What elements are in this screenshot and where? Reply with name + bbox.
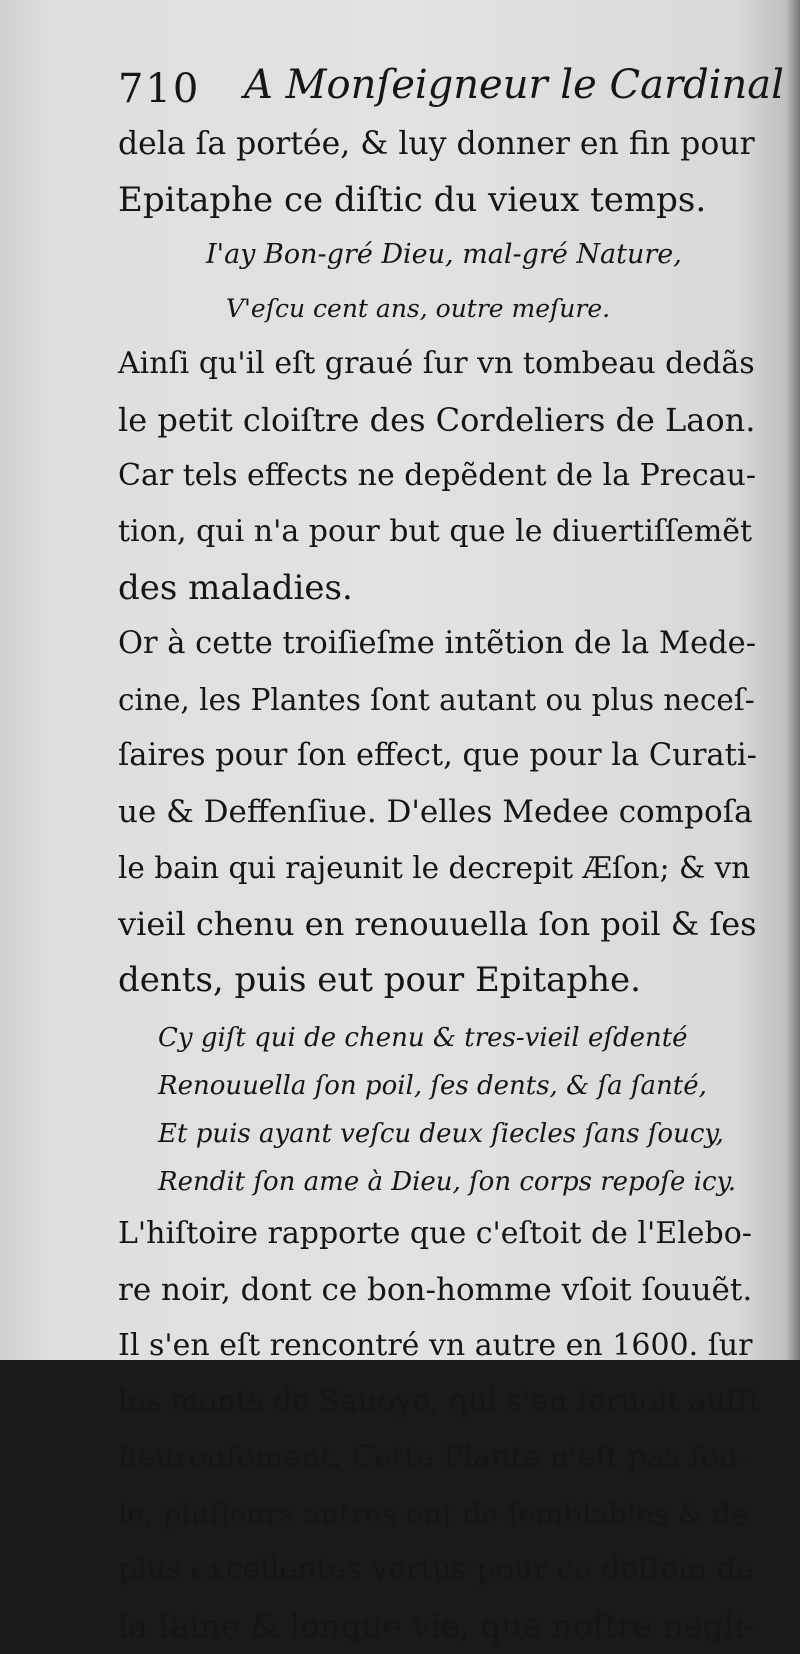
text-line: ue & Deffenſiue. D'elles Medee compoſa — [118, 794, 753, 830]
text-line: heureuſement. Cette Plante n'eſt pas ſeu- — [118, 1440, 749, 1475]
text-line: les monts de Sauoye, qui s'en ſeruoit auſſi — [118, 1384, 758, 1419]
text-line: L'hiſtoire rapporte que c'eſtoit de l'Elebo- — [118, 1216, 752, 1251]
text-line: cine, les Plantes ſont autant ou plus neceſ- — [118, 683, 755, 717]
text-line: Ainſi qu'il eſt graué ſur vn tombeau dedãs — [118, 346, 755, 381]
body-text — [118, 116, 758, 1654]
text-line: la ſaine & longue vie, que noſtre negli- — [118, 1607, 756, 1645]
verse-line: I'ay Bon-gré Dieu, mal-gré Nature, — [206, 239, 682, 270]
text-line: le, pluſieurs autres ont de ſemblables & de — [118, 1497, 749, 1531]
text-line: plus excellentes vertus pour ce deſſein de — [118, 1552, 754, 1587]
text-line: re noir, dont ce bon-homme vſoit ſouuẽt. — [118, 1272, 753, 1308]
text-line: Epitaphe ce diſtic du vieux temps. — [118, 180, 707, 220]
text-line: Il s'en eſt rencontré vn autre en 1600. ſur — [118, 1328, 753, 1363]
page-header — [118, 62, 784, 116]
text-line: Car tels effects ne depẽdent de la Precau- — [118, 458, 756, 493]
page-number: 710 — [118, 66, 201, 112]
text-line: vieil chenu en renouuella ſon poil & ſes — [118, 905, 757, 943]
text-line: ſaires pour ſon effect, que pour la Curati- — [118, 738, 757, 773]
text-line: des maladies. — [118, 568, 353, 608]
verse-line: Renouuella ſon poil, ſes dents, & ſa ſanté, — [158, 1071, 707, 1101]
running-title: A Monſeigneur le Cardinal — [244, 62, 784, 108]
page-edge-shadow — [786, 0, 800, 1360]
verse-line: Cy giſt qui de chenu & tres-vieil eſdenté — [158, 1023, 688, 1053]
text-line: dela ſa portée, & luy donner en fin pour — [118, 126, 755, 162]
text-line: dents, puis eut pour Epitaphe. — [118, 960, 641, 1000]
verse-line: V'eſcu cent ans, outre meſure. — [226, 294, 611, 323]
verse-line: Et puis ayant veſcu deux ſiecles ſans ſoucy, — [158, 1119, 724, 1149]
verse-line: Rendit ſon ame à Dieu, ſon corps repoſe icy. — [158, 1167, 737, 1197]
text-line: tion, qui n'a pour but que le diuertiſſemẽt — [118, 514, 753, 549]
text-line: le petit cloiſtre des Cordeliers de Laon. — [118, 401, 756, 439]
text-line: Or à cette troiſieſme intẽtion de la Mede- — [118, 626, 757, 661]
text-line: le bain qui rajeunit le decrepit Æſon; & vn — [118, 851, 751, 885]
